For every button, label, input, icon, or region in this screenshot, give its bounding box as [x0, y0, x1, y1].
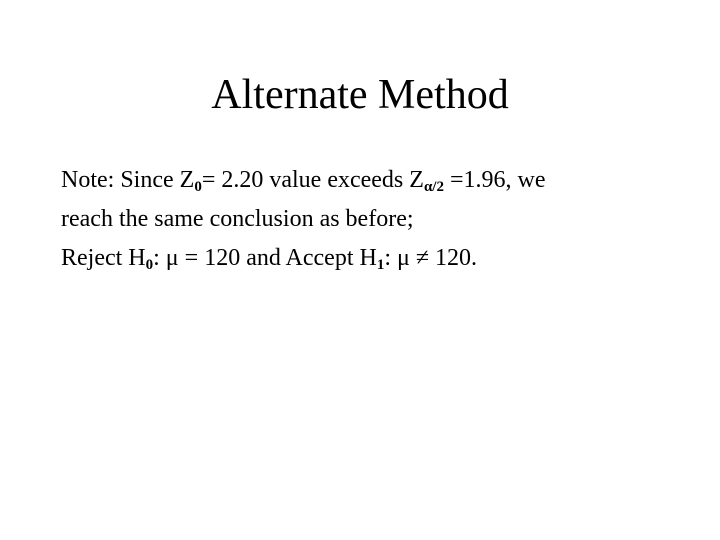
z-subscript-alpha-half: α/2 — [423, 179, 444, 195]
h-subscript-one: 1 — [376, 257, 385, 273]
slide-title: Alternate Method — [211, 72, 509, 118]
slide-body — [61, 161, 701, 278]
note-line — [61, 161, 701, 200]
hypothesis-middle-text: : μ = 120 and Accept H — [153, 245, 377, 271]
note-text-middle: = 2.20 value exceeds Z — [201, 167, 424, 193]
reject-text: Reject H — [61, 245, 146, 271]
note-text-suffix: =1.96, we — [443, 167, 546, 193]
h-subscript-zero: 0 — [145, 257, 154, 273]
z-subscript-zero: 0 — [194, 179, 202, 195]
hypothesis-suffix-text: : μ ≠ 120. — [384, 245, 478, 271]
conclusion-line: reach the same conclusion as before; — [61, 206, 414, 232]
hypothesis-line — [61, 239, 701, 278]
note-text-prefix: Note: Since Z — [61, 167, 195, 193]
